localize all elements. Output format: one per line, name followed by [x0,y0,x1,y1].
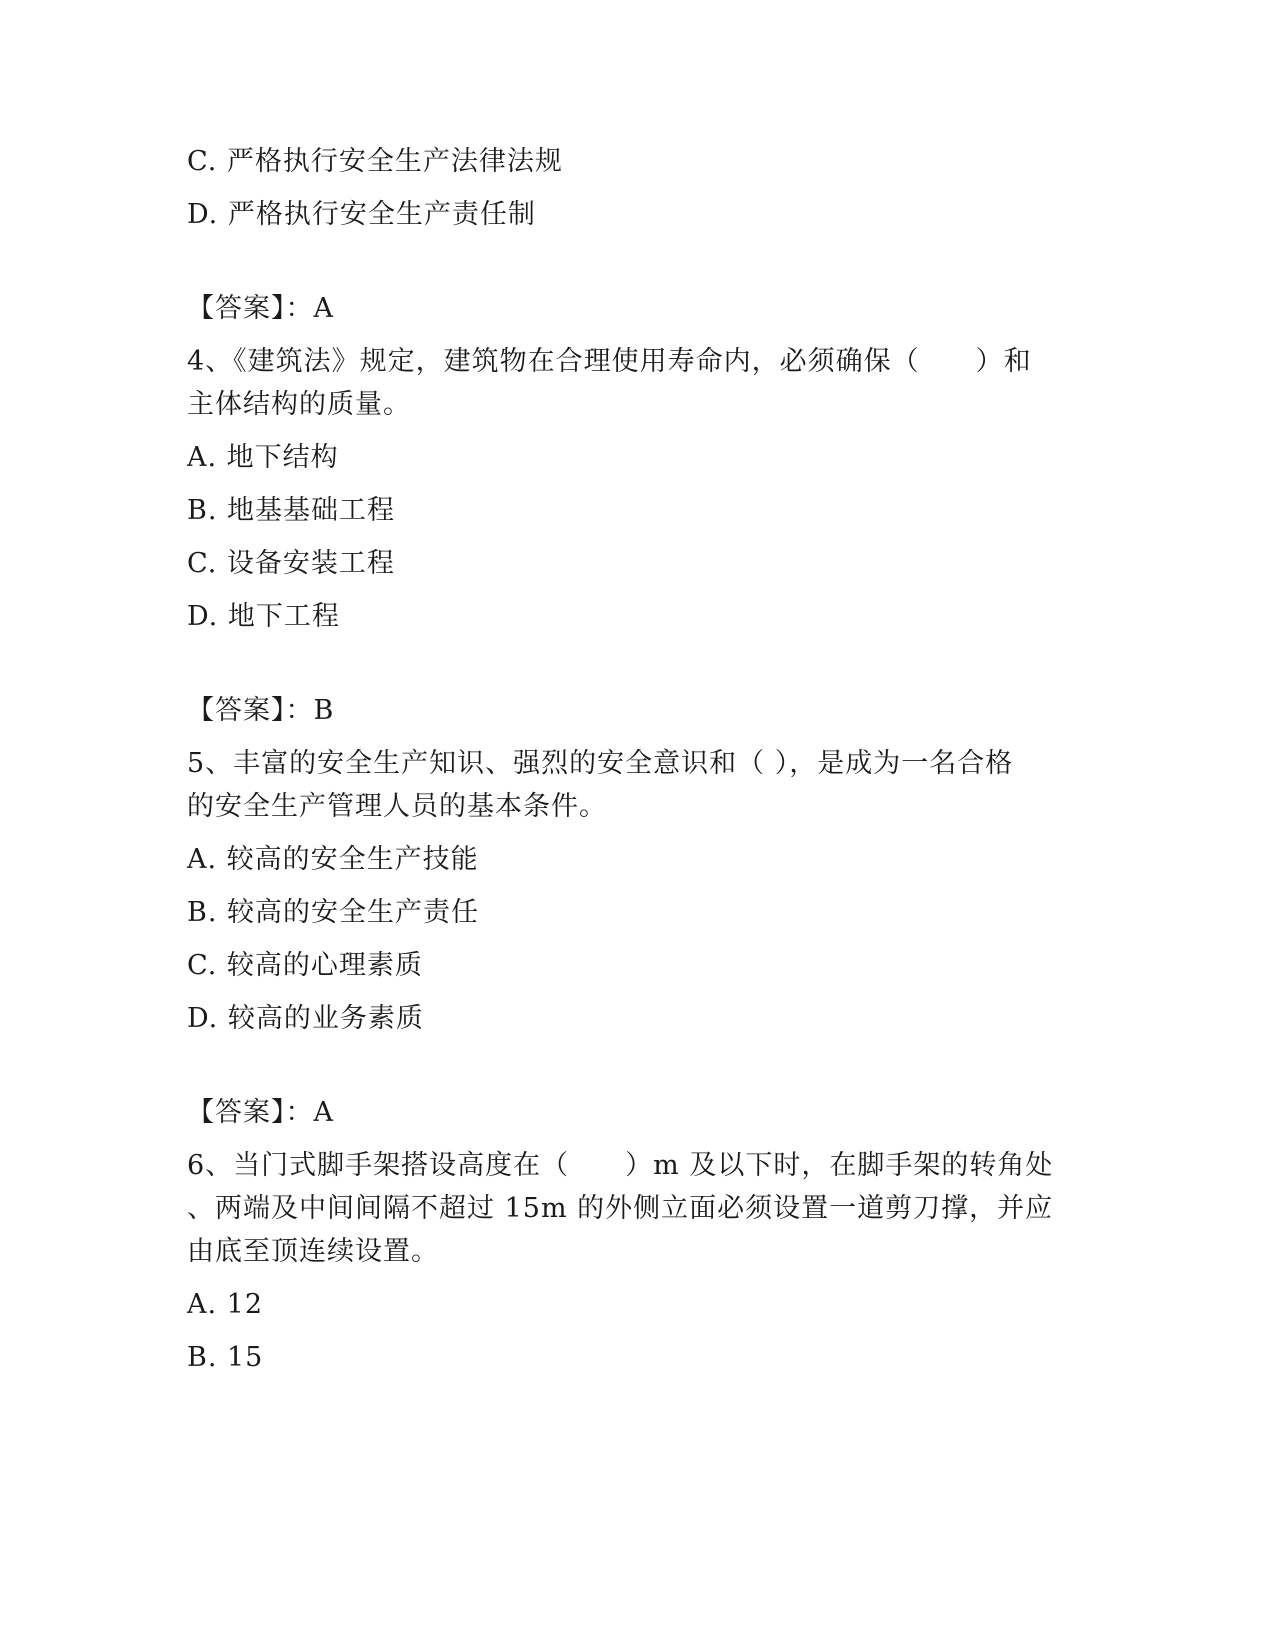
q4-option-b: B. 地基基础工程 [187,495,396,526]
q4-question-line-2: 主体结构的质量。 [187,389,411,420]
q5-question-line-2: 的安全生产管理人员的基本条件。 [187,791,607,822]
q6-question-line-2: 、两端及中间间隔不超过 15m 的外侧立面必须设置一道剪刀撑，并应 [187,1193,1054,1224]
q6-option-b: B. 15 [187,1342,264,1373]
q4-option-a: A. 地下结构 [187,442,339,473]
q5-answer: 【答案】：A [187,1097,334,1128]
q4-option-c: C. 设备安装工程 [187,548,395,579]
q5-option-b: B. 较高的安全生产责任 [187,897,480,928]
q3-option-d: D. 严格执行安全生产责任制 [187,199,536,230]
q3-option-c: C. 严格执行安全生产法律法规 [187,146,563,177]
q6-option-a: A. 12 [187,1289,264,1320]
q4-question-line-1: 4、《建筑法》规定，建筑物在合理使用寿命内，必须确保（ ）和 [187,346,1032,377]
q5-option-a: A. 较高的安全生产技能 [187,844,479,875]
q6-question-line-1: 6、当门式脚手架搭设高度在（ ）m 及以下时，在脚手架的转角处 [187,1150,1054,1181]
q4-option-d: D. 地下工程 [187,601,340,632]
q3-answer: 【答案】：A [187,293,334,324]
q5-option-c: C. 较高的心理素质 [187,950,423,981]
q4-answer: 【答案】：B [187,695,335,726]
q6-question-line-3: 由底至顶连续设置。 [187,1236,439,1267]
q5-option-d: D. 较高的业务素质 [187,1003,424,1034]
q5-question-line-1: 5、丰富的安全生产知识、强烈的安全意识和（ ），是成为一名合格 [187,748,1014,779]
